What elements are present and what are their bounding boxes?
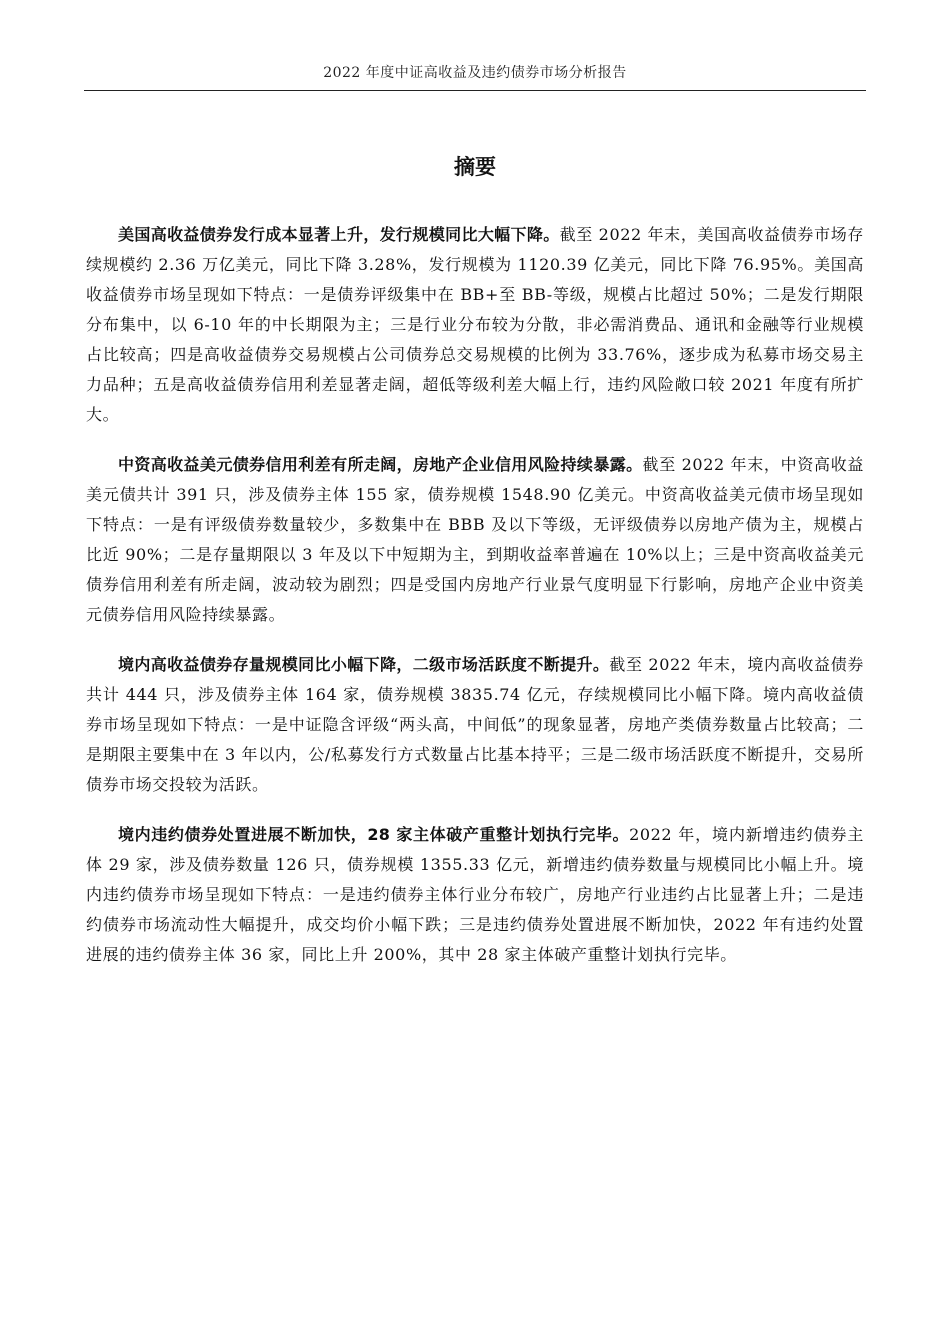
summary-body <box>86 220 864 990</box>
page-title: 摘要 <box>454 155 496 179</box>
paragraph-lead: 中资高收益美元债券信用利差有所走阔，房地产企业信用风险持续暴露。 <box>118 455 643 474</box>
summary-paragraph-domestic-high-yield <box>86 650 864 800</box>
summary-paragraph-us-high-yield <box>86 220 864 430</box>
paragraph-text: 截至 2022 年末，境内高收益债券共计 444 只，涉及债券主体 164 家，债券规模 3835.74 亿元，存续规模同比小幅下降。境内高收益债券市场呈现如下特点：一是中证隐含评级“两头高，中间低”的现象显著，房地产类债券数量占比较高；二是期限主要集中在 3 年以内，公/私募发行方式数量占比基本持平；三是二级市场活跃度不断提升，交易所债券市场交投较为活跃。 <box>86 655 864 794</box>
paragraph-lead: 美国高收益债券发行成本显著上升，发行规模同比大幅下降。 <box>118 225 560 244</box>
paragraph-lead: 境内违约债券处置进展不断加快，28 家主体破产重整计划执行完毕。 <box>118 825 630 844</box>
running-header: 2022 年度中证高收益及违约债券市场分析报告 <box>323 65 627 81</box>
paragraph-text: 2022 年，境内新增违约债券主体 29 家，涉及债券数量 126 只，债券规模 1355.33 亿元，新增违约债券数量与规模同比小幅上升。境内违约债券市场呈现如下特点：一是违约债券主体行业分布较广，房地产行业违约占比显著上升；二是违约债券市场流动性大幅提升，成交均价小幅下跌；三是违约债券处置进展不断加快，2022 年有违约处置进展的违约债券主体 36 家，同比上升 200%，其中 28 家主体破产重整计划执行完毕。 <box>86 825 865 964</box>
paragraph-text: 截至 2022 年末，中资高收益美元债共计 391 只，涉及债券主体 155 家，债券规模 1548.90 亿美元。中资高收益美元债市场呈现如下特点：一是有评级债券数量较少，多数集中在 BBB 及以下等级，无评级债券以房地产债为主，规模占比近 90%；二是存量期限以 3 年及以下中短期为主，到期收益率普遍在 10%以上；三是中资高收益美元债券信用利差有所走阔，波动较为剧烈；四是受国内房地产行业景气度明显下行影响，房地产企业中资美元债券信用风险持续暴露。 <box>86 455 864 624</box>
summary-paragraph-domestic-defaults <box>86 820 864 970</box>
header-divider <box>84 90 866 91</box>
paragraph-lead: 境内高收益债券存量规模同比小幅下降，二级市场活跃度不断提升。 <box>118 655 610 674</box>
paragraph-text: 截至 2022 年末，美国高收益债券市场存续规模约 2.36 万亿美元，同比下降 3.28%，发行规模为 1120.39 亿美元，同比下降 76.95%。美国高收益债券市场呈现如下特点：一是债券评级集中在 BB+至 BB-等级，规模占比超过 50%；二是发行期限分布集中，以 6-10 年的中长期限为主；三是行业分布较为分散，非必需消费品、通讯和金融等行业规模占比较高；四是高收益债券交易规模占公司债券总交易规模的比例为 33.76%，逐步成为私募市场交易主力品种；五是高收益债券信用利差显著走阔，超低等级利差大幅上行，违约风险敞口较 2021 年度有所扩大。 <box>86 225 864 424</box>
summary-paragraph-chinese-usd-bonds <box>86 450 864 630</box>
